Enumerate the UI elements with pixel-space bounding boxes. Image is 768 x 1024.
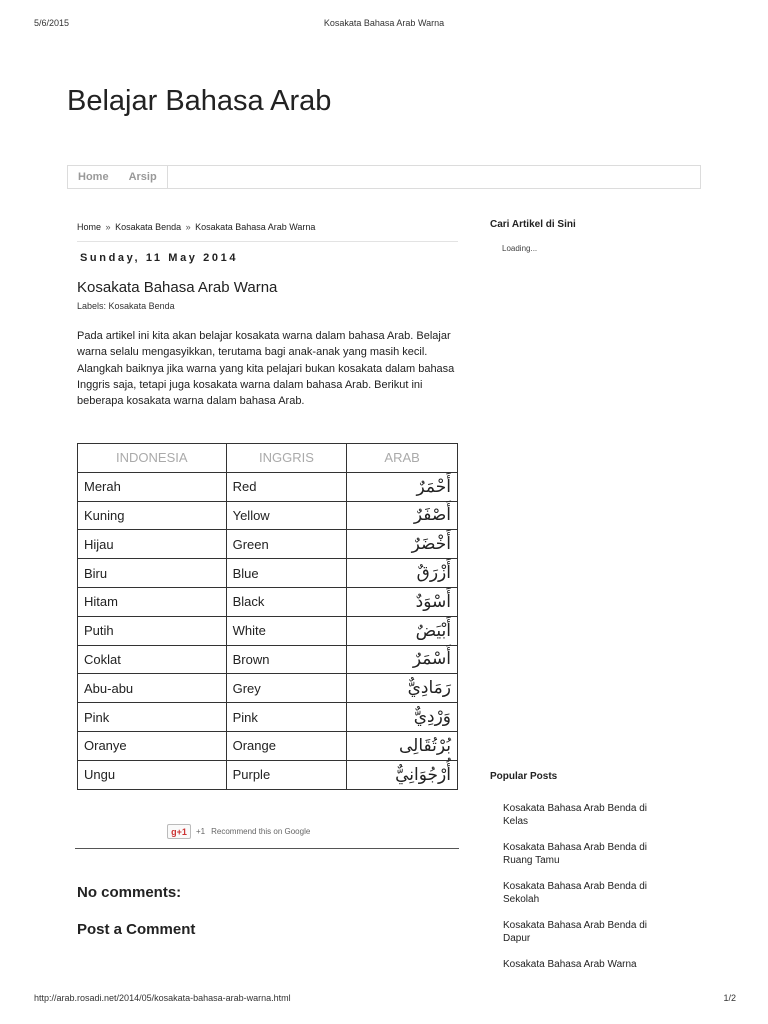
cell-indonesia: Hijau xyxy=(78,530,227,559)
cell-arab: بُرْتُقَالِى xyxy=(347,731,458,760)
post-comment-heading: Post a Comment xyxy=(77,921,196,938)
cell-arab: أُرْجُوَانِيٌّ xyxy=(347,760,458,789)
cell-indonesia: Abu-abu xyxy=(78,674,227,703)
post-date: Sunday, 11 May 2014 xyxy=(80,252,239,264)
header-arab: ARAB xyxy=(347,444,458,473)
comments-heading: No comments: xyxy=(77,884,182,901)
cell-inggris: Yellow xyxy=(226,501,347,530)
google-plus-button[interactable]: g+1 xyxy=(167,824,191,839)
table-row xyxy=(78,760,458,789)
cell-arab: أَحْمَرٌ xyxy=(347,472,458,501)
sidebar-search-title: Cari Artikel di Sini xyxy=(490,219,576,230)
cell-indonesia: Merah xyxy=(78,472,227,501)
sidebar-loading: Loading... xyxy=(502,244,538,253)
cell-inggris: Black xyxy=(226,587,347,616)
table-row xyxy=(78,472,458,501)
cell-indonesia: Coklat xyxy=(78,645,227,674)
cell-indonesia: Oranye xyxy=(78,731,227,760)
cell-arab: أَسْمَرٌ xyxy=(347,645,458,674)
cell-arab: وَرْدِيٌّ xyxy=(347,703,458,732)
cell-indonesia: Kuning xyxy=(78,501,227,530)
popular-post-link[interactable]: Kosakata Bahasa Arab Benda di Dapur xyxy=(503,920,647,944)
cell-inggris: Brown xyxy=(226,645,347,674)
table-row xyxy=(78,501,458,530)
print-title: Kosakata Bahasa Arab Warna xyxy=(323,18,445,28)
popular-post-link[interactable]: Kosakata Bahasa Arab Benda di Ruang Tamu xyxy=(503,842,647,866)
table-row xyxy=(78,645,458,674)
popular-post-link[interactable]: Kosakata Bahasa Arab Benda di Sekolah xyxy=(503,881,647,905)
post-body: Pada artikel ini kita akan belajar kosakata warna dalam bahasa Arab. Belajar warna selalu mengasyikkan, terutama bagi anak-anak yang masih kecil. Alangkah baiknya jika warna yang kita pelajari bukan kosakata dalam bahasa Inggris saja, tetapi juga kosakata warna dalam bahasa Arab. Berikut ini beberapa kosakata warna dalam bahasa Arab. xyxy=(77,330,455,408)
print-footer xyxy=(0,993,768,1007)
header-inggris: INGGRIS xyxy=(226,444,347,473)
nav-item-arsip[interactable]: Arsip xyxy=(119,166,168,188)
cell-inggris: Grey xyxy=(226,674,347,703)
cell-inggris: Orange xyxy=(226,731,347,760)
print-url: http://arab.rosadi.net/2014/05/kosakata-bahasa-arab-warna.html xyxy=(34,993,291,1003)
cell-inggris: Pink xyxy=(226,703,347,732)
label-link[interactable]: Kosakata Benda xyxy=(108,301,175,311)
table-row xyxy=(78,616,458,645)
breadcrumb-separator: » xyxy=(105,222,111,232)
table-row xyxy=(78,731,458,760)
cell-indonesia: Ungu xyxy=(78,760,227,789)
plus-one-count: +1 xyxy=(196,827,206,836)
cell-arab: أَبْيَضٌ xyxy=(347,616,458,645)
cell-arab: أَخْضَرٌ xyxy=(347,530,458,559)
table-row xyxy=(78,674,458,703)
cell-indonesia: Hitam xyxy=(78,587,227,616)
nav-item-home[interactable]: Home xyxy=(78,171,109,183)
colors-table xyxy=(77,443,458,790)
popular-post-link[interactable]: Kosakata Bahasa Arab Warna xyxy=(503,959,637,970)
print-header xyxy=(0,18,768,32)
navbar xyxy=(67,165,701,189)
cell-indonesia: Pink xyxy=(78,703,227,732)
table-row xyxy=(78,703,458,732)
table-row xyxy=(78,530,458,559)
cell-arab: رَمَادِيٌّ xyxy=(347,674,458,703)
cell-arab: أَزْرَقٌ xyxy=(347,559,458,588)
share-row xyxy=(167,823,310,840)
breadcrumb-category[interactable]: Kosakata Benda xyxy=(115,222,182,232)
breadcrumb xyxy=(77,222,458,242)
post-labels xyxy=(77,301,175,311)
cell-inggris: White xyxy=(226,616,347,645)
table-header-row xyxy=(78,444,458,473)
cell-inggris: Blue xyxy=(226,559,347,588)
cell-indonesia: Putih xyxy=(78,616,227,645)
cell-inggris: Green xyxy=(226,530,347,559)
print-date: 5/6/2015 xyxy=(34,18,70,28)
cell-indonesia: Biru xyxy=(78,559,227,588)
post-title: Kosakata Bahasa Arab Warna xyxy=(77,279,278,296)
print-page-number: 1/2 xyxy=(723,993,736,1003)
recommend-text: Recommend this on Google xyxy=(211,827,311,836)
divider xyxy=(75,848,459,849)
breadcrumb-separator: » xyxy=(185,222,191,232)
sidebar-popular-title: Popular Posts xyxy=(490,771,558,782)
popular-post-link[interactable]: Kosakata Bahasa Arab Benda di Kelas xyxy=(503,803,647,827)
blog-title[interactable]: Belajar Bahasa Arab xyxy=(67,85,332,117)
table-row xyxy=(78,559,458,588)
cell-arab: أَسْوَدٌ xyxy=(347,587,458,616)
popular-posts-list xyxy=(503,802,673,984)
cell-inggris: Purple xyxy=(226,760,347,789)
cell-inggris: Red xyxy=(226,472,347,501)
header-indonesia: INDONESIA xyxy=(78,444,227,473)
breadcrumb-home[interactable]: Home xyxy=(77,222,102,232)
breadcrumb-current: Kosakata Bahasa Arab Warna xyxy=(195,222,316,232)
table-row xyxy=(78,587,458,616)
cell-arab: أَصْفَرٌ xyxy=(347,501,458,530)
labels-prefix: Labels: xyxy=(77,301,107,311)
